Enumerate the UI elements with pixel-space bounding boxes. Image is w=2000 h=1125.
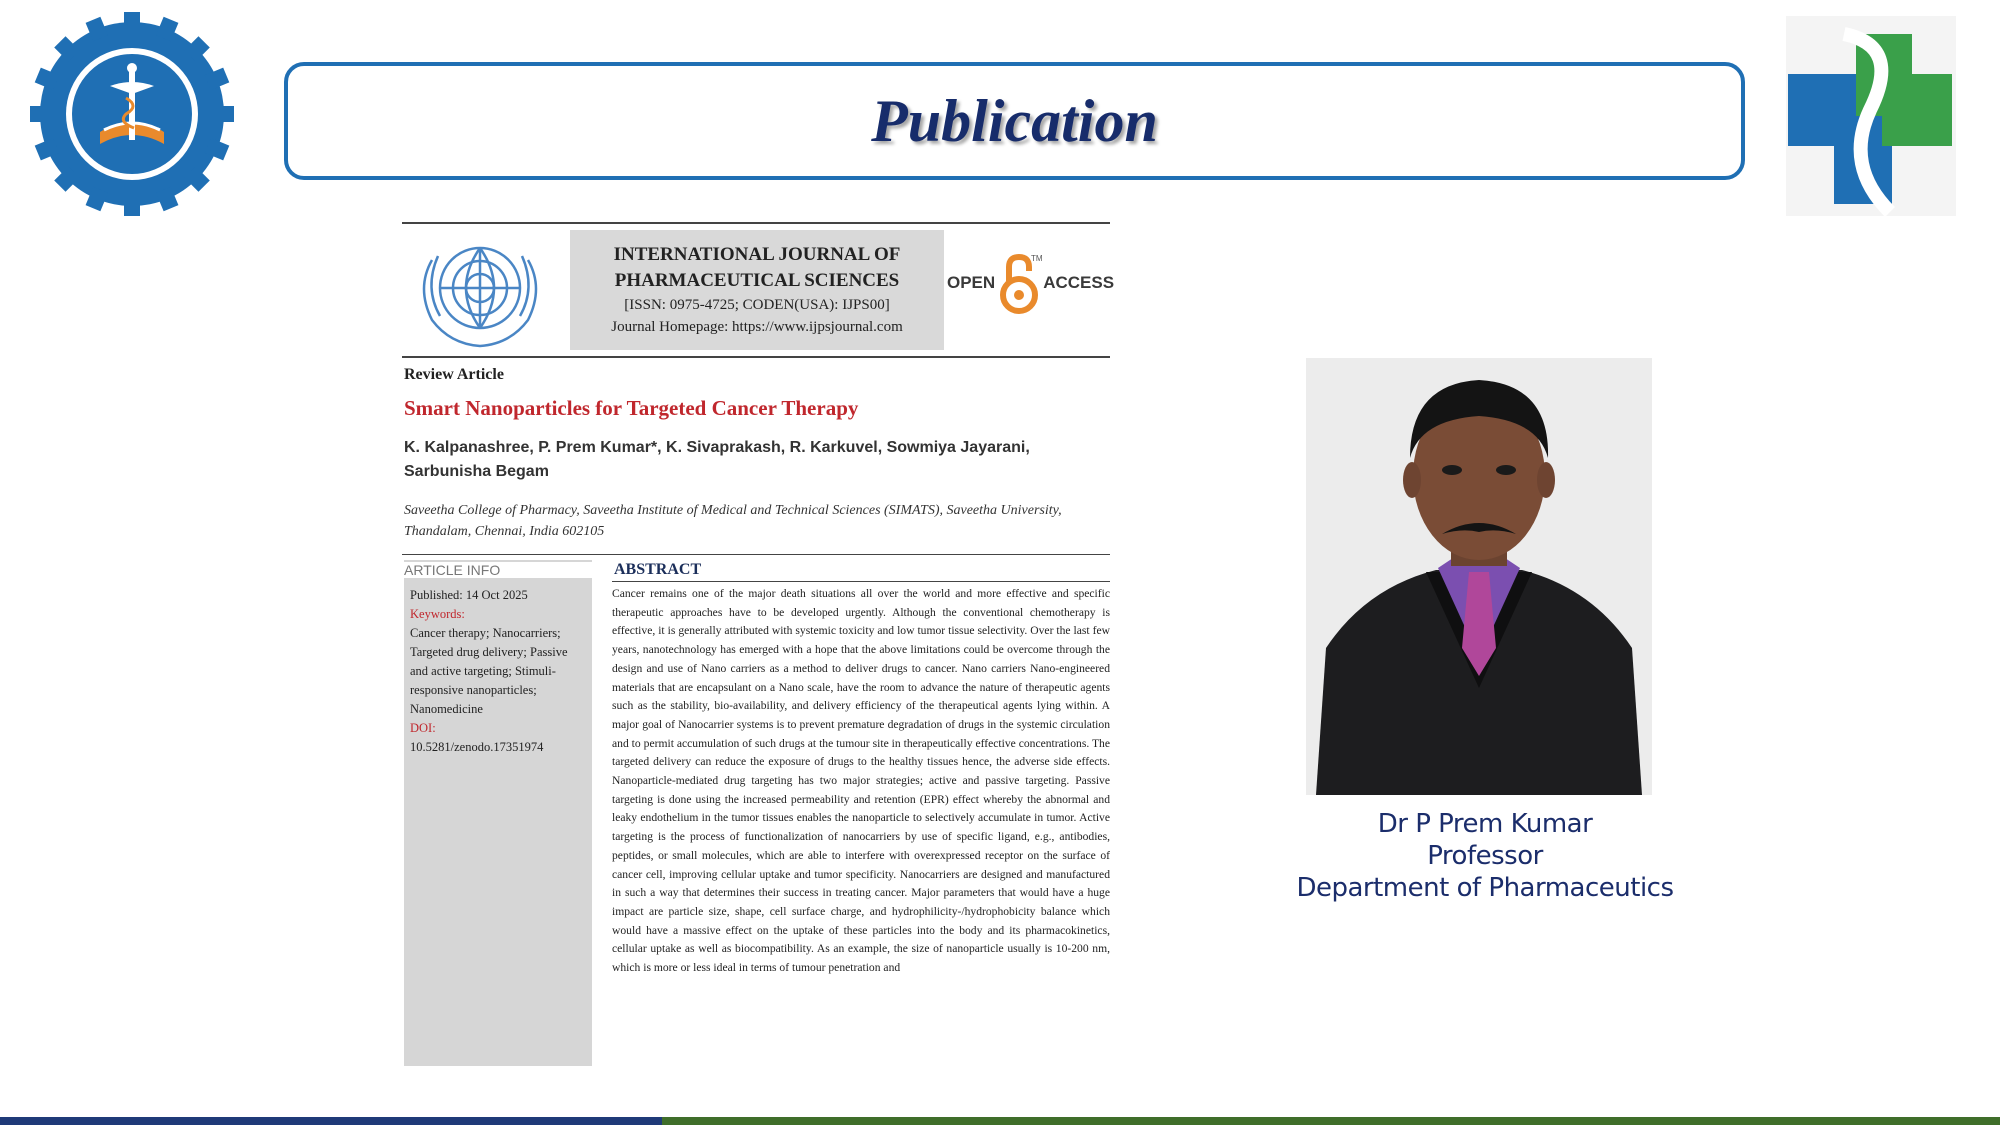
open-access-left-text: OPEN xyxy=(947,273,996,292)
professor-details xyxy=(1240,808,1730,904)
keywords-label: Keywords: xyxy=(410,607,465,621)
paper-title: Smart Nanoparticles for Targeted Cancer Therapy xyxy=(404,396,859,420)
professor-name: Dr P Prem Kumar xyxy=(1377,809,1593,839)
doi-label: DOI: xyxy=(410,721,436,735)
abstract-rule xyxy=(612,581,1110,582)
abstract-text: Cancer remains one of the major death situations all over the world and more effective and specific therapeutic approaches have to be developed urgently. Although the conventional chemotherapy is effective, it is generally attributed with systemic toxicity and low tumor tissue selectivity. Over the last few years, nanotechnology has emerged with a hope that the above limitations could be overcome through the design and use of Nano carriers as a method to deliver drugs to cancer. Nano carriers Nano-engineered materials that are encapsulant on a Nano scale, have the room to advance the nature of therapeutic agents such as the stability, bio-availability, and delivery efficiency of the therapeutical agents lying within. A major goal of Nanocarrier systems is to prevent premature degradation of drugs in the systemic circulation and to permit accumulation of such drugs at the tumour site in therapeutically effective concentrations. The targeted delivery can reduce the exposure of drugs to the healthy tissues hence, the adverse side effects. Nanoparticle-mediated drug targeting has two major strategies; active and passive targeting. Passive targeting is done using the increased permeability and retention (EPR) effect whereby the abnormal and leaky endothelium in the tumor tissues enables the nanoparticle to selectively accumulate in tumor. Active targeting is the process of functionalization of nanocarriers by use of specific ligand, e.g., antibodies, peptides, or small molecules, which are able to interfere with overexpressed receptor on the surface of cancer cell, improving cellular uptake and tumor specificity. Nanocarriers are designed and manufactured in such a way that determines their success in treating cancer. Major parameters that would have a huge impact are particle size, shape, cell surface charge, and hydrophilicity-/hydrophobicity balance which would have a massive effect on the uptake of these particles into the body and its pharmacokinetics, cellular uptake as well as biocompatibility. As an example, the size of nanoparticle usually is 10-200 nm, which is more or less ideal in terms of tumour penetration and xyxy=(612,587,1110,975)
footer-bar-left xyxy=(0,1117,662,1125)
keywords-list: Cancer therapy; Nanocarriers; Targeted drug delivery; Passive and active targeting; Stimuli-responsive nanoparticles; Nanomedicine xyxy=(410,626,568,716)
article-info-label: ARTICLE INFO xyxy=(404,562,592,578)
abstract-label: ABSTRACT xyxy=(614,561,702,578)
open-access-tm: TM xyxy=(1031,254,1043,263)
paper-affiliation: Saveetha College of Pharmacy, Saveetha Institute of Medical and Technical Sciences (SIMATS), Saveetha University, Thandalam, Chennai, India 602105 xyxy=(404,503,1062,539)
published-date: Published: 14 Oct 2025 xyxy=(410,588,528,602)
open-access-lock-icon xyxy=(997,251,1041,315)
journal-name-line-2: PHARMACEUTICAL SCIENCES xyxy=(614,270,900,291)
paper-authors: K. Kalpanashree, P. Prem Kumar*, K. Sivaprakash, R. Karkuvel, Sowmiya Jayarani, Sarbunisha Begam xyxy=(404,439,1030,480)
publication-page-image xyxy=(402,200,1115,1070)
professor-designation: Professor xyxy=(1427,841,1543,871)
open-access-right-text: ACCESS xyxy=(1043,273,1115,292)
slide-title-box xyxy=(284,62,1745,180)
journal-homepage: Journal Homepage: https://www.ijpsjournal.com xyxy=(611,319,903,335)
medical-cross-logo xyxy=(1786,16,1956,216)
slide-title: Publication xyxy=(871,87,1158,154)
un-emblem-logo xyxy=(410,230,550,352)
doi-value: 10.5281/zenodo.17351974 xyxy=(410,740,544,754)
journal-issn: [ISSN: 0975-4725; CODEN(USA): IJPS00] xyxy=(624,297,890,313)
professor-department: Department of Pharmaceutics xyxy=(1296,873,1674,903)
journal-name-line-1: INTERNATIONAL JOURNAL OF xyxy=(613,244,901,265)
professor-photo xyxy=(1306,358,1652,795)
paper-affiliation-rule xyxy=(402,554,1110,555)
paper-top-rule xyxy=(402,222,1110,224)
paper-header-rule xyxy=(402,356,1110,358)
journal-header-box xyxy=(570,230,944,350)
footer-bar-right xyxy=(662,1117,2000,1125)
article-type: Review Article xyxy=(404,366,504,383)
article-info-text xyxy=(410,586,586,757)
institute-seal-logo xyxy=(30,12,234,216)
open-access-badge xyxy=(947,248,1115,318)
